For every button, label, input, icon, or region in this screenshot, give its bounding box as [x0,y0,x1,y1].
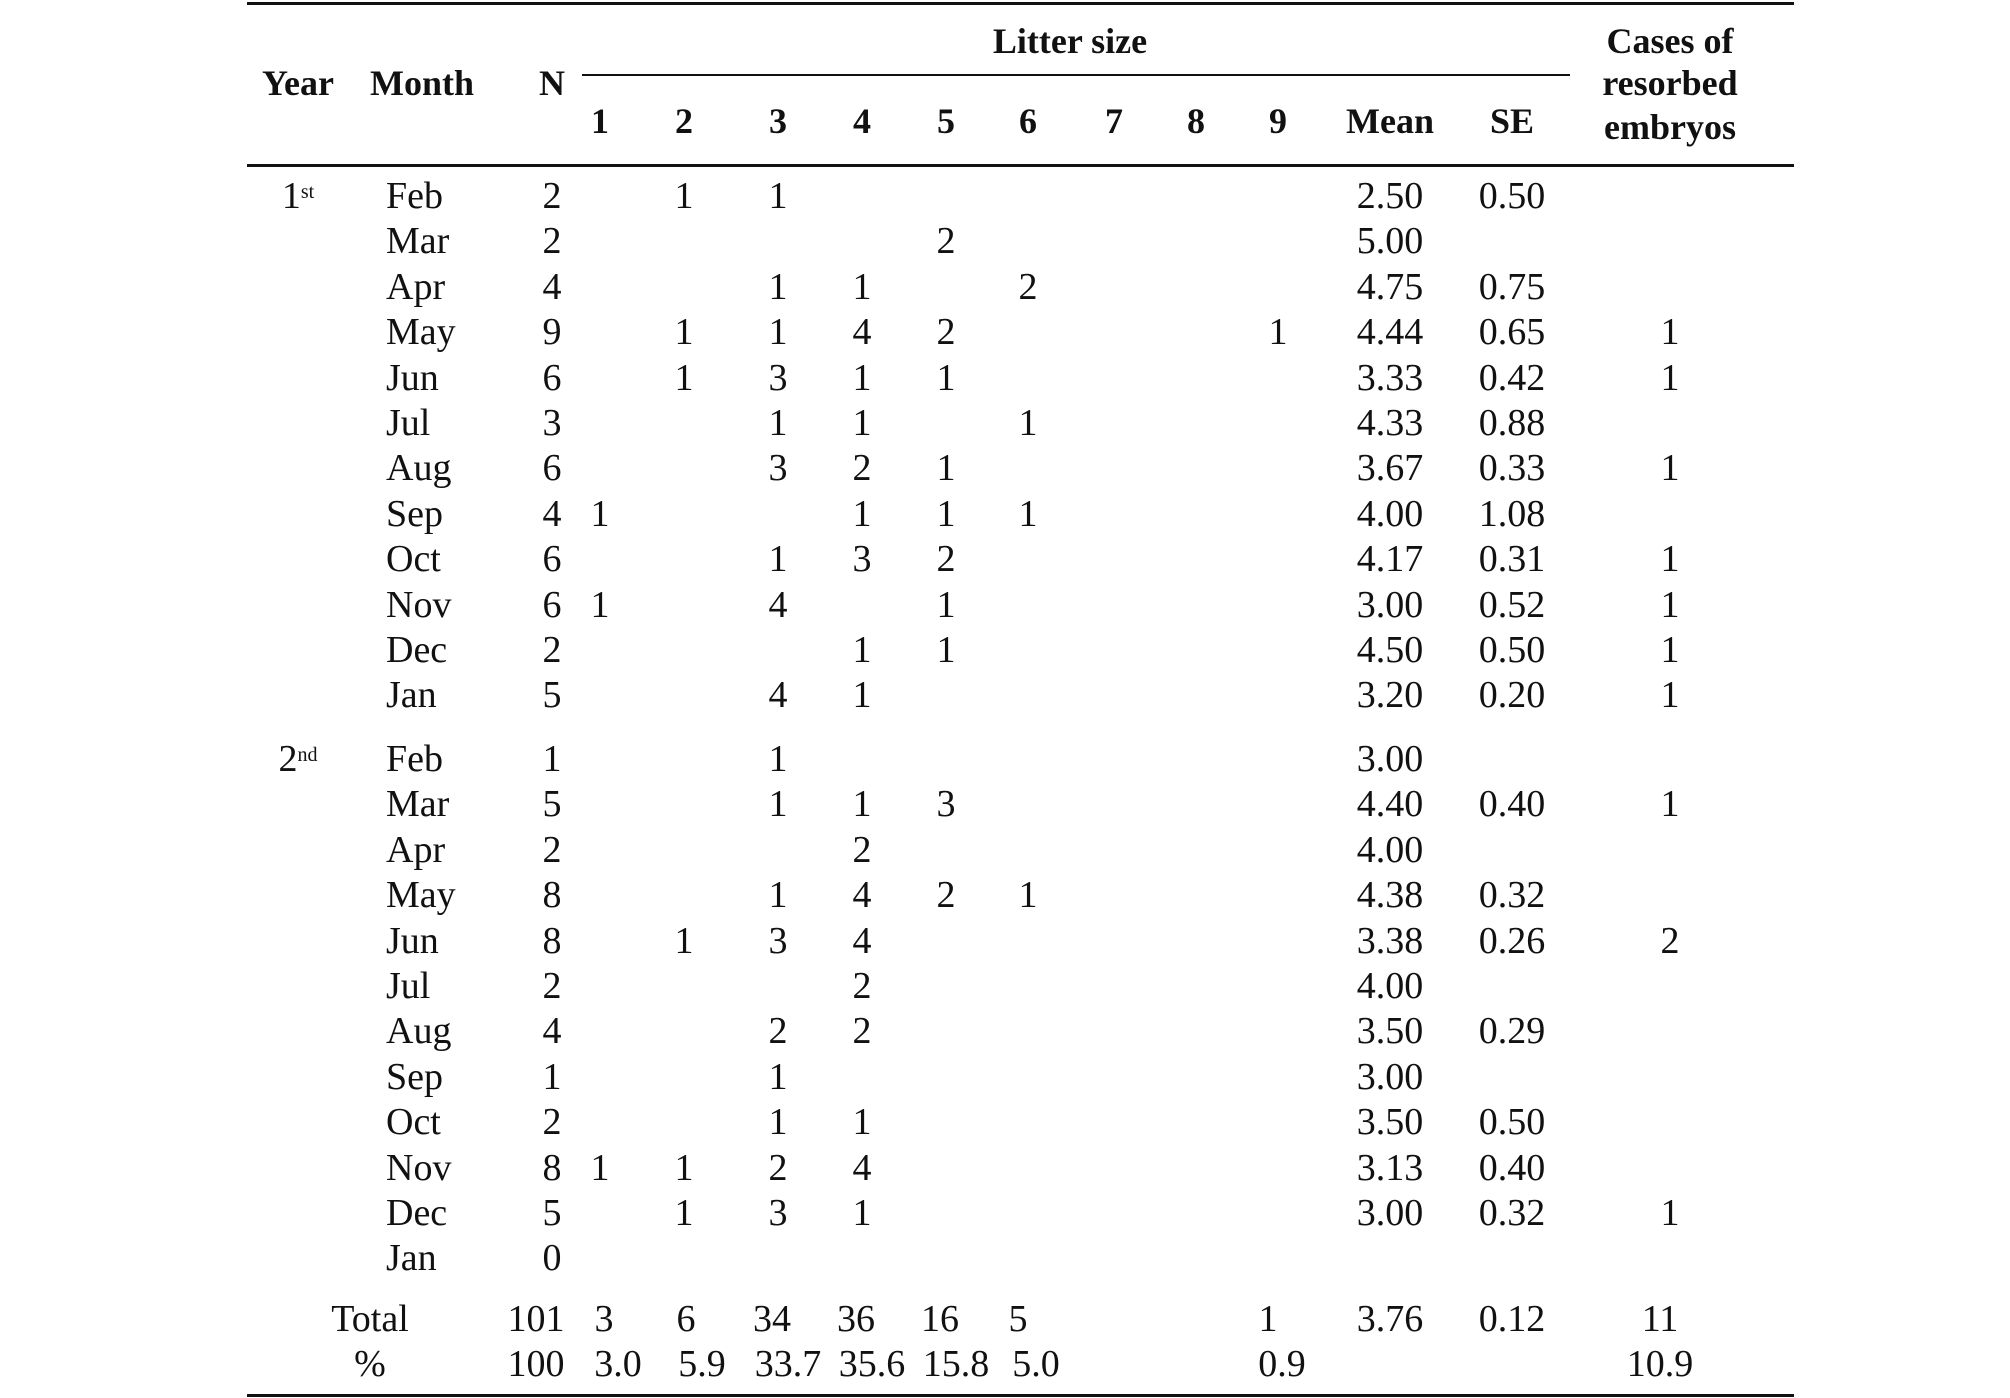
litter-count-cell: 1 [1268,311,1288,354]
n-cell: 6 [542,538,562,581]
se-cell: 0.50 [1478,175,1546,217]
total-se-cell: 0.12 [1478,1298,1546,1340]
year-ordinal-suffix: nd [297,744,318,766]
litter-count-cell: 1 [852,492,872,535]
litter-count-cell: 1 [936,583,956,626]
litter-count-cell: 1 [674,175,694,217]
header-resorbed-line3: embryos [1604,107,1736,147]
se-cell: 0.50 [1478,1101,1546,1144]
mean-cell: 4.50 [1356,629,1424,671]
litter-count-cell: 1 [1018,402,1038,444]
month-cell: May [386,874,456,917]
month-cell: Mar [386,783,450,826]
month-cell: Oct [386,538,441,581]
litter-count-cell: 2 [852,965,872,1007]
litter-count-cell: 1 [936,629,956,671]
n-cell: 8 [542,919,562,962]
resorbed-cell: 1 [1660,447,1680,490]
month-cell: Mar [386,220,450,263]
month-cell: Feb [386,738,443,780]
mean-cell: 3.50 [1356,1010,1424,1053]
n-cell: 5 [542,1192,562,1234]
n-cell: 3 [542,402,562,444]
header-year: Year [262,63,334,103]
mean-cell: 4.38 [1356,874,1424,917]
se-cell: 0.33 [1478,447,1546,490]
n-cell: 5 [542,674,562,717]
mean-cell: 4.00 [1356,965,1424,1007]
litter-count-cell: 1 [768,311,788,354]
header-resorbed-line1: Cases of [1606,21,1734,61]
se-cell: 0.29 [1478,1010,1546,1053]
month-cell: Oct [386,1101,441,1144]
litter-count-cell: 1 [590,583,610,626]
n-cell: 0 [542,1237,562,1280]
resorbed-cell: 1 [1660,583,1680,626]
litter-count-cell: 1 [768,175,788,217]
month-cell: Dec [386,1192,448,1234]
month-cell: May [386,311,456,354]
month-cell: Aug [386,1010,452,1053]
percent-litter-cell: 3.0 [594,1343,642,1385]
total-litter-cell: 36 [837,1298,875,1340]
litter-count-cell: 1 [768,874,788,917]
header-resorbed-line2: resorbed [1602,63,1738,103]
litter-count-cell: 2 [936,874,956,917]
litter-count-cell: 3 [852,538,872,581]
se-cell: 0.50 [1478,629,1546,671]
n-cell: 2 [542,965,562,1007]
se-cell: 0.26 [1478,919,1546,962]
litter-count-cell: 4 [852,311,872,354]
n-cell: 2 [542,220,562,263]
month-cell: Apr [386,828,446,871]
month-cell: Jul [386,965,431,1007]
se-cell: 0.52 [1478,583,1546,626]
litter-count-cell: 1 [590,1146,610,1189]
total-litter-cell: 3 [594,1298,614,1340]
se-cell: 0.40 [1478,783,1546,826]
litter-count-cell: 1 [852,265,872,308]
resorbed-cell: 1 [1660,629,1680,671]
n-cell: 2 [542,175,562,217]
mean-cell: 3.00 [1356,1055,1424,1098]
mean-cell: 3.33 [1356,356,1424,399]
month-cell: Nov [386,1146,452,1189]
litter-count-cell: 2 [936,538,956,581]
litter-count-cell: 1 [674,919,694,962]
n-cell: 1 [542,1055,562,1098]
percent-litter-cell: 5.0 [1012,1343,1060,1385]
litter-count-cell: 1 [852,356,872,399]
litter-size-spanner-rule [582,74,1570,76]
litter-count-cell: 4 [852,874,872,917]
litter-count-cell: 4 [852,919,872,962]
mean-cell: 4.00 [1356,492,1424,535]
se-cell: 0.32 [1478,874,1546,917]
se-cell: 0.31 [1478,538,1546,581]
mean-cell: 3.50 [1356,1101,1424,1144]
se-cell: 1.08 [1478,492,1546,535]
year-number: 2 [278,738,298,780]
percent-litter-cell: 15.8 [922,1343,990,1385]
year-ordinal-suffix: st [300,181,315,203]
litter-count-cell: 4 [768,674,788,717]
mean-cell: 3.00 [1356,1192,1424,1234]
litter-count-cell: 2 [852,447,872,490]
mean-cell: 3.20 [1356,674,1424,717]
litter-count-cell: 1 [674,1192,694,1234]
percent-litter-cell: 35.6 [838,1343,906,1385]
litter-count-cell: 1 [852,1101,872,1144]
percent-label: % [354,1343,386,1385]
n-cell: 2 [542,828,562,871]
header-litter-size-1: 1 [591,101,609,141]
header-litter-size-2: 2 [675,101,693,141]
litter-count-cell: 1 [590,492,610,535]
se-cell: 0.32 [1478,1192,1546,1234]
litter-count-cell: 2 [936,311,956,354]
litter-count-cell: 3 [768,356,788,399]
litter-count-cell: 1 [768,265,788,308]
total-litter-cell: 6 [676,1298,696,1340]
mean-cell: 3.67 [1356,447,1424,490]
header-litter-size-6: 6 [1019,101,1037,141]
n-cell: 1 [542,738,562,780]
litter-count-cell: 1 [936,447,956,490]
mean-cell: 2.50 [1356,175,1424,217]
mean-cell: 3.00 [1356,738,1424,780]
litter-count-cell: 1 [936,492,956,535]
litter-count-cell: 3 [768,919,788,962]
litter-count-cell: 3 [936,783,956,826]
litter-count-cell: 1 [768,538,788,581]
month-cell: Feb [386,175,443,217]
mean-cell: 5.00 [1356,220,1424,263]
n-cell: 2 [542,1101,562,1144]
year-number: 1 [281,175,301,217]
resorbed-cell: 1 [1660,356,1680,399]
mean-cell: 4.44 [1356,311,1424,354]
litter-count-cell: 2 [852,828,872,871]
n-cell: 5 [542,783,562,826]
n-cell: 8 [542,1146,562,1189]
year-label [279,737,318,781]
month-cell: Sep [386,1055,443,1098]
month-cell: Aug [386,447,452,490]
header-litter-size-8: 8 [1187,101,1205,141]
se-cell: 0.75 [1478,265,1546,308]
total-litter-cell: 34 [753,1298,791,1340]
table-bottom-rule [247,1394,1794,1397]
litter-count-cell: 3 [768,1192,788,1234]
se-cell: 0.42 [1478,356,1546,399]
litter-count-cell: 2 [1018,265,1038,308]
table-header-rule [247,164,1794,167]
total-label: Total [331,1298,409,1340]
litter-count-cell: 1 [852,783,872,826]
month-cell: Jan [386,674,437,717]
litter-count-cell: 1 [768,402,788,444]
percent-litter-cell: 33.7 [754,1343,822,1385]
month-cell: Sep [386,492,443,535]
n-cell: 4 [542,492,562,535]
month-cell: Jul [386,402,431,444]
resorbed-cell: 1 [1660,311,1680,354]
n-cell: 6 [542,447,562,490]
litter-count-cell: 1 [674,1146,694,1189]
litter-count-cell: 1 [852,402,872,444]
litter-count-cell: 1 [768,783,788,826]
month-cell: Jun [386,919,439,962]
mean-cell: 4.75 [1356,265,1424,308]
litter-count-cell: 1 [768,1055,788,1098]
header-litter-size-3: 3 [769,101,787,141]
month-cell: Dec [386,629,448,671]
litter-count-cell: 2 [768,1010,788,1053]
table-top-rule [247,2,1794,5]
percent-litter-cell: 5.9 [678,1343,726,1385]
n-cell: 8 [542,874,562,917]
total-litter-cell: 1 [1258,1298,1278,1340]
header-litter-size-4: 4 [853,101,871,141]
litter-count-cell: 1 [1018,492,1038,535]
n-cell: 4 [542,265,562,308]
mean-cell: 4.40 [1356,783,1424,826]
header-se: SE [1489,101,1535,141]
total-resorbed-cell: 11 [1641,1298,1679,1340]
litter-count-cell: 3 [768,447,788,490]
header-n: N [539,63,565,103]
litter-count-cell: 1 [1018,874,1038,917]
mean-cell: 4.00 [1356,828,1424,871]
resorbed-cell: 2 [1660,919,1680,962]
litter-count-cell: 1 [852,629,872,671]
header-litter-size: Litter size [992,21,1148,61]
se-cell: 0.65 [1478,311,1546,354]
litter-count-cell: 2 [768,1146,788,1189]
litter-count-cell: 1 [852,674,872,717]
header-litter-size-9: 9 [1269,101,1287,141]
total-litter-cell: 5 [1008,1298,1028,1340]
n-cell: 6 [542,356,562,399]
mean-cell: 3.38 [1356,919,1424,962]
litter-count-cell: 1 [936,356,956,399]
n-cell: 9 [542,311,562,354]
header-month: Month [369,63,475,103]
litter-count-cell: 1 [768,738,788,780]
percent-resorbed-cell: 10.9 [1626,1343,1694,1385]
month-cell: Jan [386,1237,437,1280]
litter-count-cell: 1 [768,1101,788,1144]
litter-count-cell: 1 [852,1192,872,1234]
percent-litter-cell: 0.9 [1258,1343,1306,1385]
litter-count-cell: 4 [852,1146,872,1189]
mean-cell: 3.13 [1356,1146,1424,1189]
n-cell: 2 [542,629,562,671]
year-label [282,174,314,218]
total-litter-cell: 16 [921,1298,959,1340]
se-cell: 0.20 [1478,674,1546,717]
se-cell: 0.40 [1478,1146,1546,1189]
header-litter-size-7: 7 [1105,101,1123,141]
header-mean: Mean [1346,101,1434,141]
total-n-cell: 101 [507,1298,565,1340]
litter-count-cell: 4 [768,583,788,626]
resorbed-cell: 1 [1660,1192,1680,1234]
resorbed-cell: 1 [1660,783,1680,826]
resorbed-cell: 1 [1660,538,1680,581]
litter-count-cell: 1 [674,356,694,399]
litter-count-cell: 2 [852,1010,872,1053]
percent-n-cell: 100 [507,1343,565,1385]
month-cell: Nov [386,583,452,626]
header-litter-size-5: 5 [937,101,955,141]
month-cell: Apr [386,265,446,308]
mean-cell: 4.33 [1356,402,1424,444]
n-cell: 6 [542,583,562,626]
litter-count-cell: 2 [936,220,956,263]
total-mean-cell: 3.76 [1356,1298,1424,1340]
mean-cell: 3.00 [1356,583,1424,626]
month-cell: Jun [386,356,439,399]
resorbed-cell: 1 [1660,674,1680,717]
se-cell: 0.88 [1478,402,1546,444]
n-cell: 4 [542,1010,562,1053]
litter-count-cell: 1 [674,311,694,354]
mean-cell: 4.17 [1356,538,1424,581]
